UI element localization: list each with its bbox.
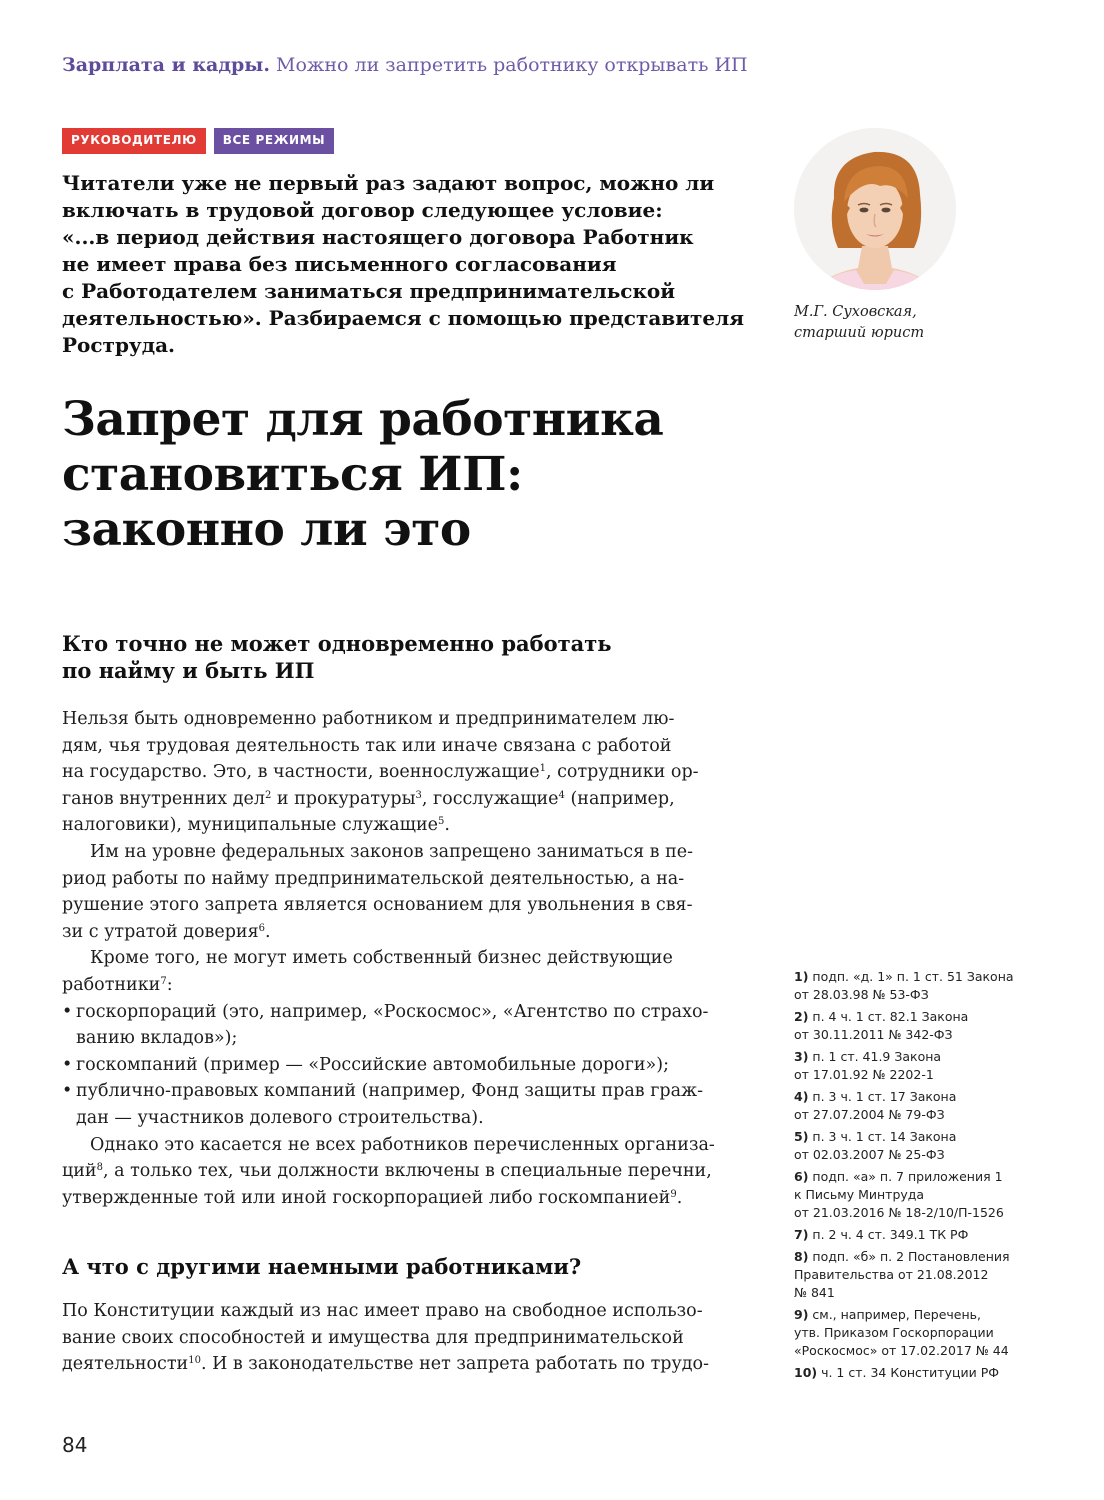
footnote: 10) ч. 1 ст. 34 Конституции РФ (794, 1365, 1000, 1380)
text-line: Кроме того, не могут иметь собственный бизнес действующие (90, 948, 673, 969)
title-line: законно ли это (62, 502, 471, 557)
bullet-item: • госкорпораций (это, например, «Роскосмос», «Агентство по страхо- (62, 999, 742, 1026)
text-line: ций$^8$, а только тех, чьи должности включены в специальные перечни, (62, 1161, 712, 1182)
text-line: работники$^7$: (62, 974, 173, 995)
heading-line: А что с другими наемными работниками? (62, 1254, 582, 1279)
lead-line: Роструда. (62, 333, 175, 357)
text-line: деятельности$^{10}$. И в законодательстве нет запрета работать по трудо- (62, 1354, 710, 1375)
author-name: М.Г. Суховская, (794, 304, 917, 320)
footnote-number: 3) (794, 1049, 809, 1064)
footnote-number: 5) (794, 1129, 809, 1144)
footnote-ref[interactable]: 2 (264, 789, 272, 801)
footnote-ref[interactable]: 9 (670, 1188, 677, 1200)
footnote-ref[interactable]: 10 (188, 1355, 201, 1367)
text-line: ганов внутренних дел$^2$ и прокуратуры$^3$, госслужащие$^4$ (например, (62, 788, 675, 809)
tag-all-regimes: ВСЕ РЕЖИМЫ (214, 128, 334, 154)
footnote: 8) подп. «б» п. 2 Постановления Правительства от 21.08.2012 № 841 (794, 1249, 1010, 1300)
audience-tags (62, 128, 334, 154)
footnote: 1) подп. «д. 1» п. 1 ст. 51 Закона от 28.03.98 № 53-ФЗ (794, 969, 1014, 1002)
title-line: становиться ИП: (62, 447, 523, 502)
footnote-number: 1) (794, 969, 809, 984)
text-line: зи с утратой доверия$^6$. (62, 921, 271, 942)
text-line: Нельзя быть одновременно работником и предпринимателем лю- (62, 709, 675, 729)
footnote-ref[interactable]: 1 (539, 763, 546, 775)
footnotes-sidebar (794, 968, 1024, 1386)
page-number: 84 (62, 1433, 88, 1457)
heading-line: Кто точно не может одновременно работать (62, 631, 612, 656)
footnote-ref[interactable]: 3 (415, 789, 422, 801)
section-2-heading (62, 1253, 581, 1280)
footnote-ref[interactable]: 6 (258, 922, 265, 934)
footnote-ref[interactable]: 8 (96, 1162, 103, 1174)
section-1-body (62, 706, 742, 1211)
text-line: Однако это касается не всех работников перечисленных организа- (90, 1134, 715, 1155)
text-line: дям, чья трудовая деятельность так или иначе связана с работой (62, 735, 672, 756)
running-head-title: Можно ли запретить работнику открывать ИП (276, 54, 748, 76)
footnote: 7) п. 2 ч. 4 ст. 349.1 ТК РФ (794, 1227, 969, 1242)
text-line: вание своих способностей и имущества для предпринимательской (62, 1327, 684, 1348)
article-title (62, 392, 663, 557)
footnote-number: 9) (794, 1307, 809, 1322)
footnote-ref[interactable]: 7 (160, 975, 167, 987)
footnote-number: 7) (794, 1227, 809, 1242)
heading-line: по найму и быть ИП (62, 658, 315, 683)
author-role: старший юрист (794, 325, 925, 341)
lead-line: деятельностью». Разбираемся с помощью представителя (62, 306, 745, 330)
running-head (62, 54, 748, 76)
footnote: 6) подп. «а» п. 7 приложения 1 к Письму Минтруда от 21.03.2016 № 18-2/10/П-1526 (794, 1169, 1004, 1220)
text-line: налоговики), муниципальные служащие$^5$. (62, 815, 450, 836)
text-line: утвержденные той или иной госкорпорацией либо госкомпанией$^9$. (62, 1187, 683, 1208)
footnote-ref[interactable]: 4 (558, 789, 565, 801)
text-line: на государство. Это, в частности, военнослужащие$^1$, сотрудники ор- (62, 762, 699, 783)
author-portrait (794, 128, 956, 290)
text-line: риод работы по найму предпринимательской деятельностью, а на- (62, 868, 685, 889)
footnote: 5) п. 3 ч. 1 ст. 14 Закона от 02.03.2007 № 25-ФЗ (794, 1129, 957, 1162)
footnote-number: 10) (794, 1365, 818, 1380)
tag-manager: РУКОВОДИТЕЛЮ (62, 128, 206, 154)
title-line: Запрет для работника (62, 392, 664, 447)
footnote: 4) п. 3 ч. 1 ст. 17 Закона от 27.07.2004 № 79-ФЗ (794, 1089, 957, 1122)
text-line: рушение этого запрета является основанием для увольнения в свя- (62, 895, 693, 916)
text-line: По Конституции каждый из нас имеет право на свободное использо- (62, 1301, 703, 1321)
footnote-number: 2) (794, 1009, 809, 1024)
footnote: 9) см., например, Перечень, утв. Приказом Госкорпорации «Роскосмос» от 17.02.2017 № 44 (794, 1307, 1009, 1358)
footnote: 3) п. 1 ст. 41.9 Закона от 17.01.92 № 2202-1 (794, 1049, 942, 1082)
bullet-continuation: дан — участников долевого строительства). (76, 1107, 484, 1128)
text-line: Им на уровне федеральных законов запрещено заниматься в пе- (90, 841, 694, 862)
portrait-illustration (794, 128, 956, 290)
lead-paragraph (62, 170, 752, 359)
section-2-body (62, 1298, 742, 1378)
lead-line: не имеет права без письменного согласования (62, 252, 617, 276)
lead-line: с Работодателем заниматься предпринимательской (62, 279, 676, 303)
footnote-number: 6) (794, 1169, 809, 1184)
footnote: 2) п. 4 ч. 1 ст. 82.1 Закона от 30.11.2011 № 342-ФЗ (794, 1009, 969, 1042)
footnote-number: 8) (794, 1249, 809, 1264)
footnote-number: 4) (794, 1089, 809, 1104)
bullet-continuation: ванию вкладов»); (76, 1028, 238, 1049)
section-1-heading (62, 630, 612, 684)
footnote-ref[interactable]: 5 (437, 816, 445, 828)
author-caption (794, 302, 924, 344)
lead-line: включать в трудовой договор следующее условие: (62, 198, 663, 222)
lead-line: Читатели уже не первый раз задают вопрос, можно ли (62, 171, 715, 195)
lead-line: «...в период действия настоящего договора Работник (62, 225, 694, 249)
running-head-section: Зарплата и кадры. (62, 54, 270, 76)
bullet-item: • публично-правовых компаний (например, Фонд защиты прав граж- (62, 1078, 742, 1105)
bullet-item: • госкомпаний (пример — «Российские автомобильные дороги»); (62, 1052, 742, 1079)
